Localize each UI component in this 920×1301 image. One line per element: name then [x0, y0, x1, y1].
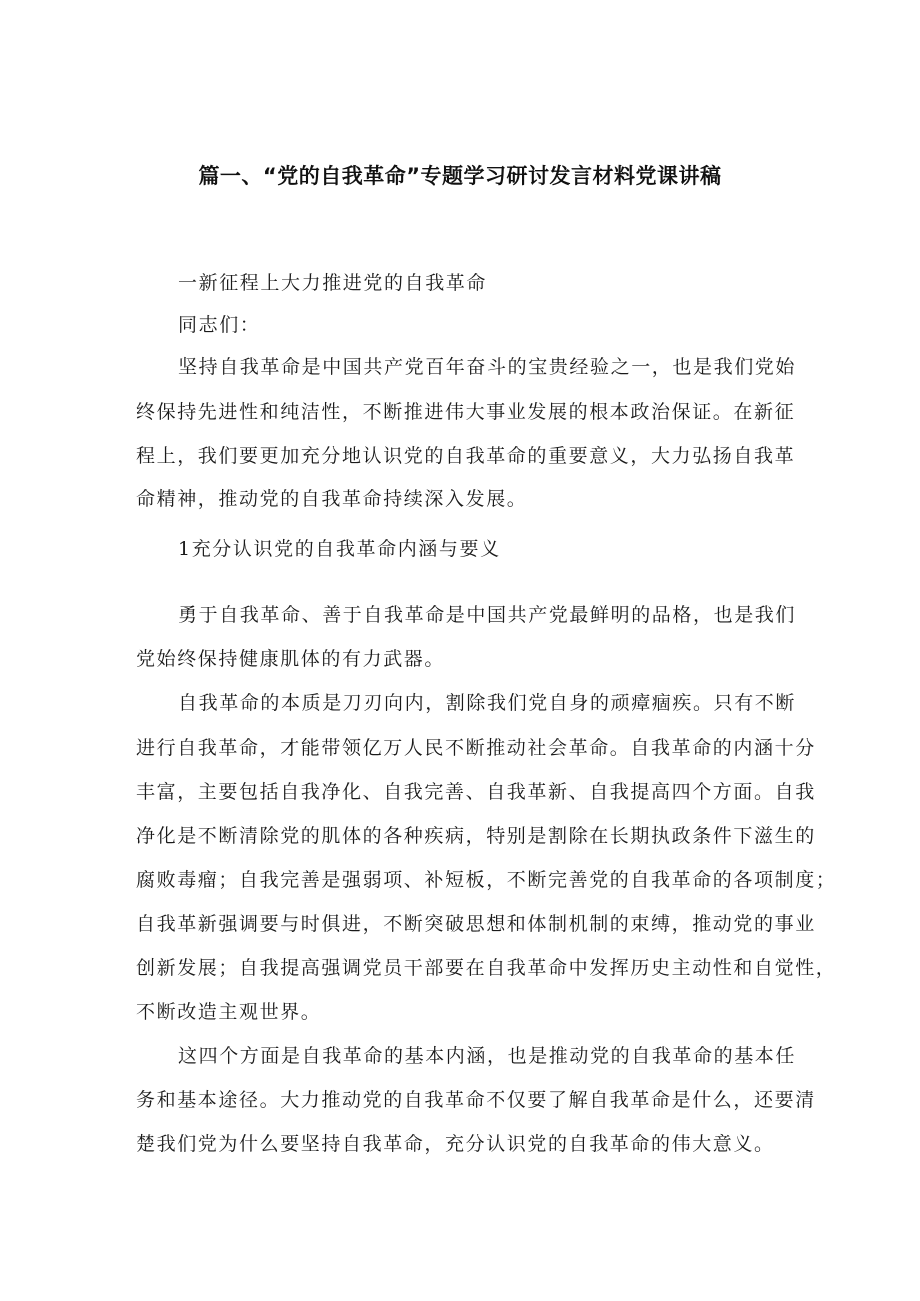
paragraph-line: 进行自我革命，才能带领亿万人民不断推动社会革命。自我革命的内涵十分 — [136, 737, 816, 759]
intro-line: 程上，我们要更加充分地认识党的自我革命的重要意义，大力弘扬自我革 — [136, 445, 796, 467]
salutation: 同志们： — [178, 314, 261, 336]
paragraph-line: 勇于自我革命、善于自我革命是中国共产党最鲜明的品格，也是我们 — [178, 604, 797, 626]
paragraph-line: 净化是不断清除党的肌体的各种疾病，特别是割除在长期执政条件下滋生的 — [136, 825, 816, 847]
paragraph-line: 自我革命的本质是刀刃向内，割除我们党自身的顽瘴痼疾。只有不断 — [178, 692, 797, 714]
paragraph-line: 自我革新强调要与时俱进，不断突破思想和体制机制的束缚，推动党的事业 — [136, 913, 816, 935]
paragraph-line: 党始终保持健康肌体的有力武器。 — [136, 648, 446, 670]
paragraph-line: 不断改造主观世界。 — [136, 1001, 322, 1023]
subtitle: 一新征程上大力推进党的自我革命 — [178, 272, 488, 294]
paragraph-line: 丰富，主要包括自我净化、自我完善、自我革新、自我提高四个方面。自我 — [136, 781, 816, 803]
paragraph-line: 务和基本途径。大力推动党的自我革命不仅要了解自我革命是什么，还要清 — [136, 1089, 816, 1111]
intro-line: 终保持先进性和纯洁性，不断推进伟大事业发展的根本政治保证。在新征 — [136, 401, 796, 423]
intro-line: 坚持自我革命是中国共产党百年奋斗的宝贵经验之一，也是我们党始 — [178, 356, 797, 378]
paragraph-line: 楚我们党为什么要坚持自我革命，充分认识党的自我革命的伟大意义。 — [136, 1133, 775, 1155]
intro-line: 命精神，推动党的自我革命持续深入发展。 — [136, 488, 528, 510]
document-title: 篇一、“党的自我革命”专题学习研讨发言材料党课讲稿 — [198, 164, 722, 188]
section-heading: 1充分认识党的自我革命内涵与要义 — [178, 538, 501, 560]
paragraph-line: 腐败毒瘤；自我完善是强弱项、补短板，不断完善党的自我革命的各项制度； — [136, 869, 837, 891]
paragraph-line: 创新发展；自我提高强调党员干部要在自我革命中发挥历史主动性和自觉性， — [136, 957, 837, 979]
paragraph-line: 这四个方面是自我革命的基本内涵，也是推动党的自我革命的基本任 — [178, 1045, 797, 1067]
